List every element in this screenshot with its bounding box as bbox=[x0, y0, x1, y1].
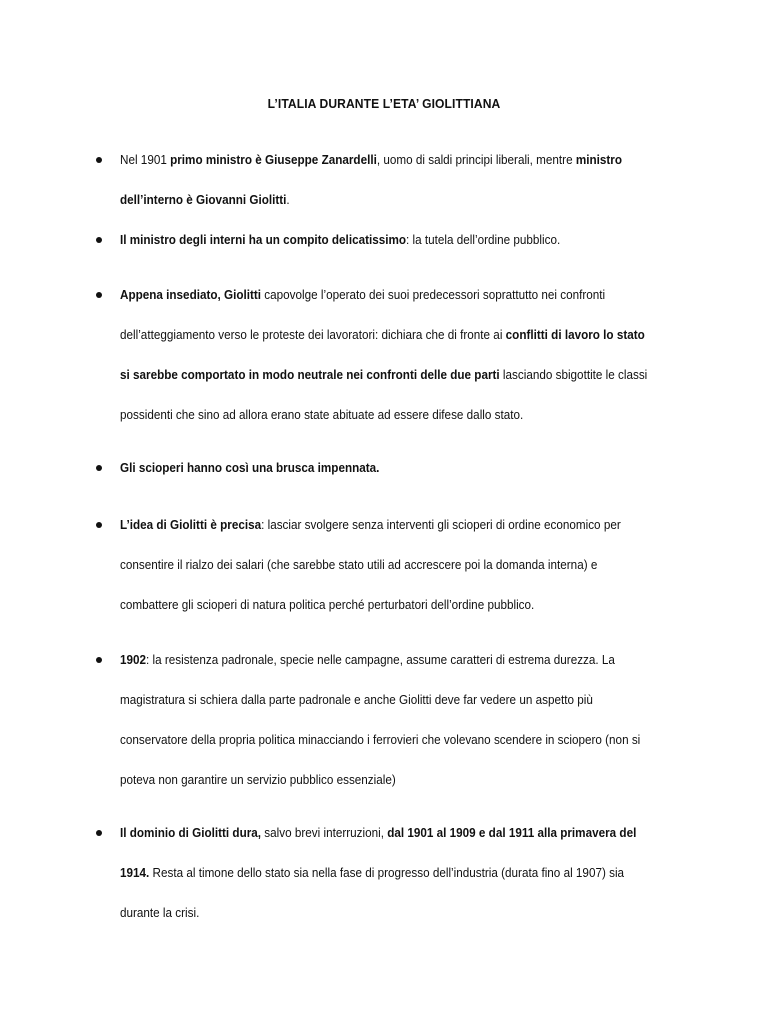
document-title: L’ITALIA DURANTE L’ETA’ GIOLITTIANA bbox=[267, 96, 501, 111]
text-line bbox=[120, 813, 638, 853]
text-run: capovolge l’operato dei suoi predecessori soprattutto nei confronti bbox=[261, 287, 606, 302]
text-line bbox=[120, 220, 638, 260]
text-line bbox=[120, 893, 638, 933]
text-line bbox=[120, 448, 638, 488]
bullet-text bbox=[120, 275, 696, 435]
text-run: consentire il rialzo dei salari (che sarebbe stato utili ad accrescere poi la domanda interna) e bbox=[120, 557, 598, 572]
bold-text-run: 1914. bbox=[120, 865, 150, 880]
text-run: durante la crisi. bbox=[120, 905, 200, 920]
bold-text-run: Il dominio di Giolitti dura, bbox=[120, 825, 262, 840]
bold-text-run: ministro bbox=[575, 152, 623, 167]
text-run: : la resistenza padronale, specie nelle campagne, assume caratteri di estrema durezza. La bbox=[146, 652, 615, 667]
text-run: . bbox=[286, 192, 290, 207]
bold-text-run: dell’interno è Giovanni Giolitti bbox=[120, 192, 287, 207]
text-line bbox=[120, 355, 648, 395]
bullet-dot-icon bbox=[96, 657, 102, 663]
text-run: Resta al timone dello stato sia nella fase di progresso dell’industria (durata fino al 1907) sia bbox=[149, 865, 625, 880]
text-run: possidenti che sino ad allora erano state abituate ad essere difese dallo stato. bbox=[120, 407, 524, 422]
text-run: salvo brevi interruzioni, bbox=[261, 825, 388, 840]
text-run: : la tutela dell’ordine pubblico. bbox=[406, 232, 561, 247]
text-line bbox=[120, 720, 641, 760]
text-run: , uomo di saldi principi liberali, mentre bbox=[376, 152, 576, 167]
bold-text-run: dal 1901 al 1909 e dal 1911 alla primavera del bbox=[387, 825, 637, 840]
bold-text-run: 1902 bbox=[120, 652, 147, 667]
bullet-text bbox=[120, 448, 696, 488]
bullet-dot-icon bbox=[96, 522, 102, 528]
text-run: dell’atteggiamento verso le proteste dei lavoratori: dichiara che di fronte ai bbox=[120, 327, 506, 342]
bold-text-run: Appena insediato, Giolitti bbox=[120, 287, 262, 302]
text-run: poteva non garantire un servizio pubblico essenziale) bbox=[120, 772, 396, 787]
text-run: Nel 1901 bbox=[120, 152, 171, 167]
bullet-dot-icon bbox=[96, 157, 102, 163]
text-line bbox=[120, 180, 638, 220]
bold-text-run: Il ministro degli interni ha un compito delicatissimo bbox=[120, 232, 407, 247]
bullet-dot-icon bbox=[96, 830, 102, 836]
bullet-dot-icon bbox=[96, 465, 102, 471]
text-line bbox=[120, 140, 638, 180]
bold-text-run: primo ministro è Giuseppe Zanardelli bbox=[170, 152, 377, 167]
bullet-text bbox=[120, 813, 696, 933]
text-run: : lasciar svolgere senza interventi gli scioperi di ordine economico per bbox=[261, 517, 621, 532]
text-run: combattere gli scioperi di natura politica perché perturbatori dell’ordine pubblico. bbox=[120, 597, 535, 612]
bullet-text bbox=[120, 220, 696, 260]
text-line bbox=[120, 545, 638, 585]
bold-text-run: Gli scioperi hanno così una brusca impennata. bbox=[120, 460, 380, 475]
bold-text-run: si sarebbe comportato in modo neutrale nei confronti delle due parti bbox=[120, 367, 500, 382]
text-line bbox=[120, 640, 638, 680]
text-line bbox=[120, 853, 638, 893]
text-line bbox=[120, 315, 645, 355]
text-line bbox=[120, 275, 638, 315]
bold-text-run: conflitti di lavoro lo stato bbox=[505, 327, 645, 342]
bold-text-run: L’idea di Giolitti è precisa bbox=[120, 517, 262, 532]
text-line bbox=[120, 680, 638, 720]
text-line bbox=[120, 760, 638, 800]
bullet-dot-icon bbox=[96, 292, 102, 298]
text-run: magistratura si schiera dalla parte padronale e anche Giolitti deve far vedere un aspetto più bbox=[120, 692, 593, 707]
text-run: conservatore della propria politica minacciando i ferrovieri che volevano scendere in sciopero (non si bbox=[120, 732, 641, 747]
text-line bbox=[120, 395, 638, 435]
text-line bbox=[120, 505, 638, 545]
bullet-text bbox=[120, 505, 696, 625]
bullet-text bbox=[120, 140, 696, 220]
bullet-dot-icon bbox=[96, 237, 102, 243]
text-run: lasciando sbigottite le classi bbox=[499, 367, 648, 382]
text-line bbox=[120, 585, 638, 625]
bullet-text bbox=[120, 640, 696, 800]
